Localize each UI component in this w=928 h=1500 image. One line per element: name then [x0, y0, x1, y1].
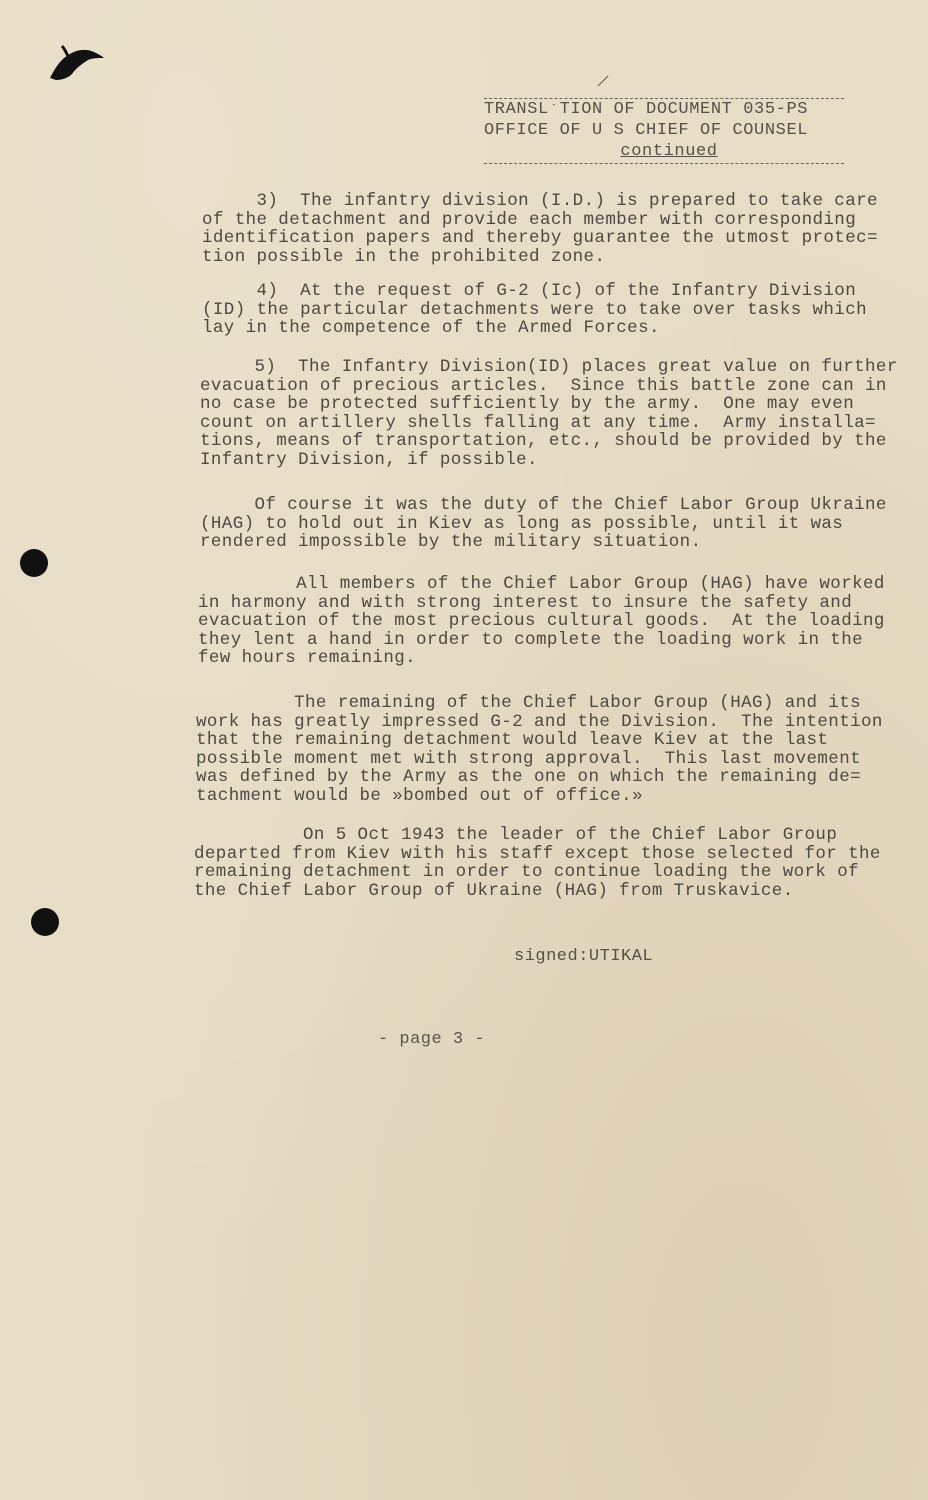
page-number: - page 3 - — [378, 1030, 486, 1049]
punch-hole — [31, 908, 59, 936]
paragraph-members: All members of the Chief Labor Group (HAG) have worked in harmony and with strong interest to insure the safety and evacuation of the most precious cultural goods. At the loading they lent a hand in order to complete the loading work in the few hours remaining. — [198, 574, 885, 668]
signature: signed:UTIKAL — [514, 947, 654, 966]
paragraph-duty: Of course it was the duty of the Chief Labor Group Ukraine (HAG) to hold out in Kiev as long as possible, until it was rendered impossible by the military situation. — [200, 495, 887, 552]
header-title: TRANSLˑTION OF DOCUMENT 035-PS — [484, 98, 844, 120]
ink-blot-mark — [46, 44, 106, 84]
paragraph-4: 4) At the request of G-2 (Ic) of the Infantry Division (ID) the particular detachments were to take over tasks which lay in the competence of the Armed Forces. — [202, 281, 868, 338]
paragraph-3: 3) The infantry division (I.D.) is prepared to take care of the detachment and provide each member with corresponding identification papers and thereby guarantee the utmost protec= tion possible in the prohibited zone. — [202, 191, 878, 267]
document-header — [484, 98, 844, 164]
paragraph-remaining: The remaining of the Chief Labor Group (HAG) and its work has greatly impressed G-2 and the Division. The intention that the remaining detachment would leave Kiev at the last possible moment met with strong approval. This last movement was defined by the Army as the one on which the remaining de= tachment would be »bombed out of office.» — [196, 693, 883, 806]
punch-hole — [20, 549, 48, 577]
pencil-tick-mark — [596, 74, 610, 88]
paragraph-departure: On 5 Oct 1943 the leader of the Chief Labor Group departed from Kiev with his staff except those selected for the remaining detachment in order to continue loading the work of the Chief Labor Group of Ukraine (HAG) from Truskavice. — [194, 825, 881, 901]
header-office: OFFICE OF U S CHIEF OF COUNSEL — [484, 121, 809, 140]
paragraph-5: 5) The Infantry Division(ID) places great value on further evacuation of precious articles. Since this battle zone can in no case be protected sufficiently by the army. One may even count on artillery shells falling at any time. Army installa= tions, means of transportation, etc., should be provided by the Infantry Division, if possible. — [200, 357, 898, 470]
header-continued: continued — [484, 141, 844, 164]
